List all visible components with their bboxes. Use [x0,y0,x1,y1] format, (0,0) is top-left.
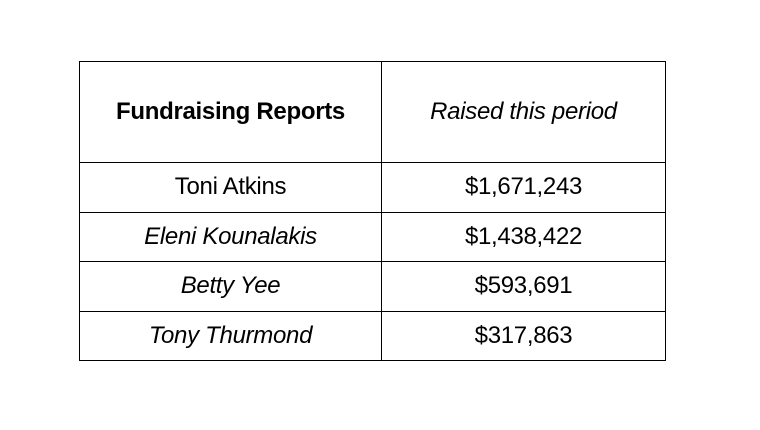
amount-cell: $1,438,422 [382,212,666,262]
table-row [80,163,666,213]
candidate-name-cell: Tony Thurmond [80,311,382,361]
header-amount-cell: Raised this period [382,62,666,163]
table-row [80,311,666,361]
header-name-cell: Fundraising Reports [80,62,382,163]
candidate-name-cell: Toni Atkins [80,163,382,213]
table-row [80,262,666,312]
table-row [80,212,666,262]
fundraising-table [79,61,666,361]
candidate-name-cell: Betty Yee [80,262,382,312]
amount-cell: $317,863 [382,311,666,361]
amount-cell: $1,671,243 [382,163,666,213]
candidate-name-cell: Eleni Kounalakis [80,212,382,262]
table-header-row [80,62,666,163]
amount-cell: $593,691 [382,262,666,312]
